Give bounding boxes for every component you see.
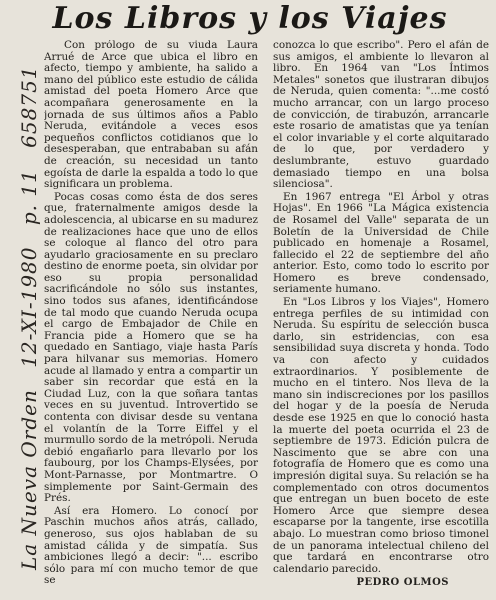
paragraph: Con prólogo de su viuda Laura Arrué de Arce que ubica el libro en afecto, tiempo y ambiente, ha salido a mano del público este estudio de cálida amistad del poeta Homero Arce que acompañara generosamente en la jornada de sus últimos años a Pablo Neruda, evitándole a veces esos pequeños conflictos cotidianos que lo desesperaban, que entrababan su afán de creación, su necesidad un tanto egoísta de darle la espalda a todo lo que significara un problema. [44, 40, 258, 191]
article-title: Los Libros y los Viajes [52, 1, 448, 36]
paragraph: conozca lo que escribo". Pero el afán de sus amigos, el ambiente lo llevaron al libro. En 1964 van "Los Íntimos Metales" sonetos que ilustraran dibujos de Neruda, quien comenta: "...me costó mucho arrancar, con un largo proceso de convicción, de tirabuzón, arrancarle este rosario de amatistas que ya tenían el color invariable y el corte alquitarado de lo que, por verdadero y deslumbrante, estuvo guardado demasiado tiempo en una bolsa silenciosa". [273, 40, 489, 191]
paragraph: En "Los Libros y los Viajes", Homero entrega perfiles de su intimidad con Neruda. Su espíritu de selección busca darlo, sin estridencias, con esa sensibilidad suya discreta y honda. Todo va con afecto y cuidados extraordinarios. Y posiblemente de mucho en el tintero. Nos lleva de la mano sin indiscreciones por los pasillos del hogar y de la poesía de Neruda desde ese 1925 en que lo conoció hasta la muerte del poeta ocurrida el 23 de septiembre de 1973. Edición pulcra de Nascimento que se abre con una fotografía de Homero que es como una impresión digital suya. Su relación se ha complementado con otros documentos que entregan un buen boceto de este Homero Arce que siempre desea escaparse por la tangente, irse escotilla abajo. Lo muestran como brioso timonel de un panorama intelectual chileno del que tardará en encontrarse otro calendario parecido. [273, 296, 489, 575]
handwritten-date: 12-XI-1980 [17, 246, 41, 368]
paragraph: En 1967 entrega "El Árbol y otras Hojas". En 1966 "La Mágica existencia de Rosamel del Valle" separata de un Boletín de la Universidad de Chile publicado en homenaje a Rosamel, fallecido el 22 de septiembre del año anterior. Esto, como todo lo escrito por Homero es breve condensado, seriamente humano. [273, 190, 489, 296]
handwritten-text [17, 51, 41, 570]
paragraph: Pocas cosas como ésta de dos seres que, fraternalmente amigos desde la adolescencia, al ubicarse en su madurez de realizaciones hace que uno de ellos se coloque al flanco del otro para ayudarlo graciosamente en su preclaro destino de enorme poeta, sin olvidar por eso su propia personalidad sacrificándole no sólo sus instantes, sino todos sus afanes, identificándose de tal modo que cuando Neruda ocupa el cargo de Embajador de Chile en Francia pide a Homero que se ha quedado en Santiago, viaje hasta París para hilvanar sus memorias. Homero acude al llamado y entra a compartir un saber sin recordar que está en la Ciudad Luz, con la que soñara tantas veces en su juventud. Introvertido se contenta con divisar desde su ventana el volantín de la Torre Eiffel y el murmullo sordo de la metrópoli. Neruda debió engañarlo para llevarlo por los faubourg, por los Champs-Elysées, por Mont-Parnasse, por Montmartre. O simplemente por Saint-Germain des Prés. [44, 190, 258, 505]
right-column [273, 40, 489, 600]
handwritten-margin-annotation [0, 0, 41, 600]
left-column [44, 40, 258, 600]
handwritten-page: p. 11 [17, 169, 41, 226]
handwritten-newspaper-name: La Nueva Orden [17, 389, 41, 570]
handwritten-catalog-number: 658751 [17, 65, 41, 148]
article-body [44, 40, 492, 600]
paragraph: Así era Homero. Lo conocí por Paschin muchos años atrás, callado, generoso, sus ojos hablaban de su amistad cálida y de simpatía. Sus ambiciones llegó a decir: "... escribo sólo para mí con mucho temor de que se [44, 504, 258, 587]
author-byline: PEDRO OLMOS [356, 577, 449, 589]
